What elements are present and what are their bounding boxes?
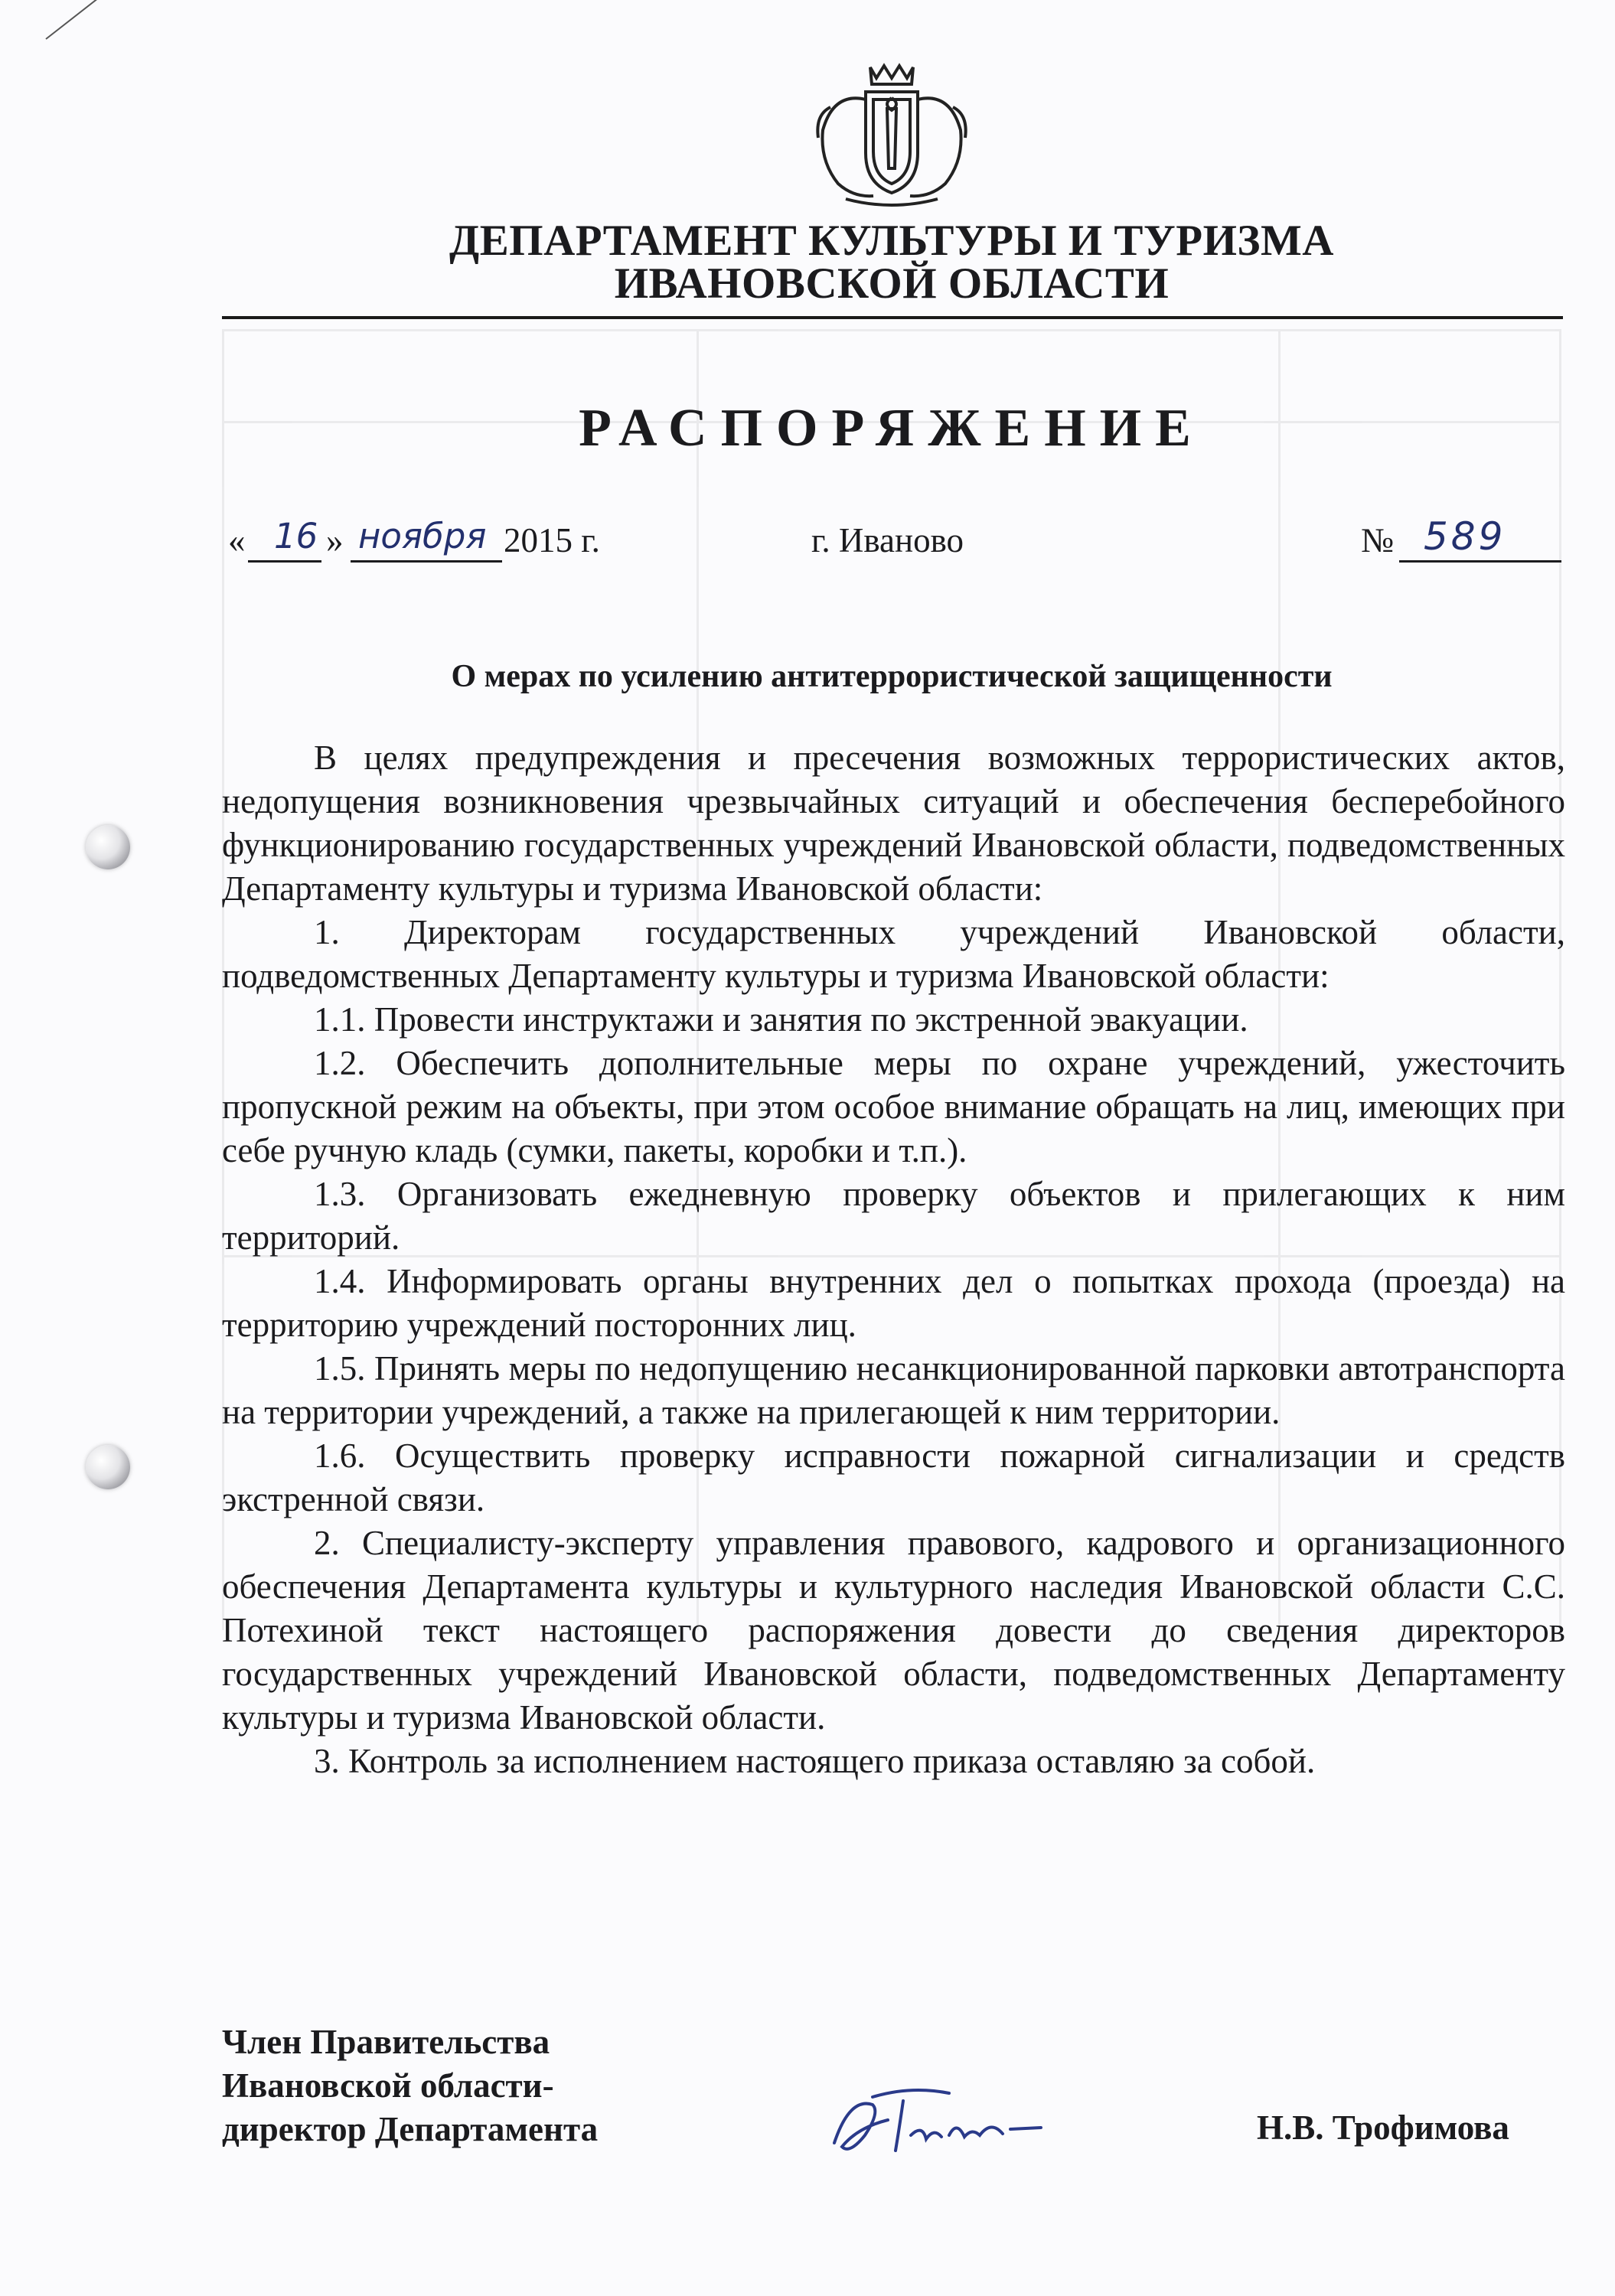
clause-1-4: 1.4. Информировать органы внутренних дел о попытках прохода (проезда) на территорию учреждений посторонних лиц. — [222, 1262, 1565, 1344]
punch-hole-top — [86, 825, 130, 869]
order-number-label: № — [1361, 521, 1394, 559]
date-day-handwritten: 16 — [274, 516, 318, 556]
order-body — [222, 736, 1565, 1783]
clause-1-3: 1.3. Организовать ежедневную проверку объектов и прилегающих к ним территорий. — [222, 1175, 1565, 1257]
signer-name: Н.В. Трофимова — [1257, 2108, 1509, 2147]
clause-1: 1. Директорам государственных учреждений Ивановской области, подведомственных Департаменту культуры и туризма Ивановской области: — [222, 913, 1565, 995]
clause-1-1: 1.1. Провести инструктажи и занятия по экстренной эвакуации. — [314, 1000, 1248, 1039]
signatory-position-line2: Ивановской области- — [222, 2066, 554, 2105]
date-year: 2015 г. — [504, 521, 600, 559]
date-close-quote: » — [326, 521, 344, 559]
preamble-paragraph: В целях предупреждения и пресечения возможных террористических актов, недопущения возникновения чрезвычайных ситуаций и обеспечения бесперебойного функционированию государственных учреждений Ивановской области, подведомственных Департаменту культуры и туризма Ивановской области: — [222, 739, 1565, 908]
clause-3: 3. Контроль за исполнением настоящего приказа оставляю за собой. — [314, 1742, 1316, 1780]
document-type-title: РАСПОРЯЖЕНИЕ — [579, 399, 1205, 458]
header-divider — [222, 316, 1563, 319]
city-name: г. Иваново — [811, 521, 964, 559]
date-month-handwritten: ноября — [358, 516, 487, 556]
department-name-line2: ИВАНОВСКОЙ ОБЛАСТИ — [614, 259, 1170, 308]
order-number-handwritten: 589 — [1424, 514, 1506, 559]
signatory-position-line1: Член Правительства — [222, 2023, 550, 2061]
signatory-position — [222, 2020, 598, 2151]
clause-1-6: 1.6. Осуществить проверку исправности пожарной сигнализации и средств экстренной связи. — [222, 1437, 1565, 1518]
order-number-underline — [1399, 560, 1561, 563]
punch-hole-bottom — [86, 1445, 130, 1489]
date-open-quote: « — [228, 521, 246, 559]
department-name-line1: ДЕПАРТАМЕНТ КУЛЬТУРЫ И ТУРИЗМА — [449, 217, 1334, 265]
clause-1-5: 1.5. Принять меры по недопущению несанкционированной парковки автотранспорта на территории учреждений, а также на прилегающей к ним территории. — [222, 1349, 1565, 1431]
handwritten-signature — [819, 2082, 1095, 2166]
scan-stroke-mark — [45, 0, 113, 40]
coat-of-arms-emblem-icon — [800, 61, 984, 214]
signatory-position-line3: директор Департамента — [222, 2110, 599, 2148]
clause-1-2: 1.2. Обеспечить дополнительные меры по охране учреждений, ужесточить пропускной режим на объекты, при этом особое внимание обращать на лиц, имеющих при себе ручную кладь (сумки, пакеты, коробки и т.п.). — [222, 1044, 1565, 1169]
clause-2: 2. Специалисту-эксперту управления правового, кадрового и организационного обеспечения Департамента культуры и культурного наследия Ивановской области С.С. Потехиной текст настоящего распоряжения довести до сведения директоров государственных учреждений Ивановской области, подведомственных Департаменту культуры и туризма Ивановской области. — [222, 1524, 1565, 1737]
order-subject: О мерах по усилению антитеррористической защищенности — [451, 659, 1333, 694]
